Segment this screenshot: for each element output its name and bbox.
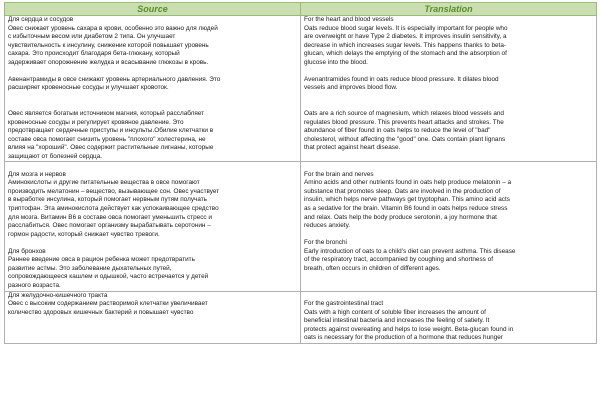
text-line: Для мозга и нервов	[8, 170, 66, 178]
text-line: Oats with a high content of soluble fiber increases the amount of	[304, 308, 486, 316]
text-line: Аминокислоты и другие питательные вещества в овсе помогают	[8, 179, 200, 187]
text-line: кровеносные сосуды и регулирует кровяное давление. Это	[8, 118, 184, 126]
source-cell	[5, 162, 301, 291]
text-line: Oats are a rich source of magnesium, which relaxes blood vessels and	[304, 110, 504, 118]
text-line: расслабиться. Овес помогает организму вырабатывать серотонин –	[8, 222, 211, 230]
text-line: of the respiratory tract, accompanied by coughing and shortness of	[304, 256, 493, 264]
table-row	[5, 162, 597, 291]
text-line: расширяет кровеносные сосуды и улучшает кровоток.	[8, 84, 169, 92]
text-line: glucan, which delays the emptying of the stomach and the absorption of	[304, 50, 507, 58]
text-line: oats is necessary for the production of a hormone that reduces hunger	[304, 334, 503, 342]
text-line: Для желудочно-кишечного тракта	[8, 291, 108, 299]
paragraph	[304, 16, 593, 67]
text-line: Для сердца и сосудов	[8, 16, 74, 23]
table-row	[5, 291, 597, 343]
text-line: For the gastrointestinal tract	[304, 300, 384, 308]
text-line: cholesterol, without affecting the "good" one. Oats contain plant lignans	[304, 135, 506, 143]
header-row	[5, 3, 597, 16]
text-line: развитие астмы. Это заболевание дыхательных путей,	[8, 264, 172, 272]
paragraph	[304, 171, 593, 231]
text-line: For the bronchi	[304, 239, 347, 247]
text-line: For the heart and blood vessels	[304, 16, 394, 23]
text-line: Amino acids and other nutrients found in oats help produce melatonin – a	[304, 179, 512, 187]
paragraph	[304, 76, 593, 93]
text-line: insulin, which helps nerve pathways get tryptophan. This amino acid acts	[304, 196, 510, 204]
text-line: that protect against heart disease.	[304, 144, 401, 152]
text-line: Овес является богатым источником магния, который расслабляет	[8, 110, 205, 118]
text-line: триптофан. Эта аминокислота действует как успокаивающее средство	[8, 205, 219, 213]
text-line: Early introduction of oats to a child’s diet can prevent asthma. This disease	[304, 247, 516, 255]
text-line: Овес с высоким содержанием растворимой клетчатки увеличивает	[8, 300, 208, 308]
text-line: для мозга. Витамин B6 в составе овса помогает уменьшить стресс и	[8, 213, 212, 221]
text-line: влияя на "хороший". Овес содержит растительные лигнаны, которые	[8, 144, 214, 152]
text-line: защищают от болезней сердца.	[8, 152, 103, 160]
translation-table	[4, 2, 597, 344]
paragraph	[8, 16, 297, 67]
paragraph	[304, 300, 593, 343]
paragraph	[8, 292, 297, 318]
text-line: reduces anxiety.	[304, 222, 351, 230]
text-line: For the brain and nerves	[304, 170, 374, 178]
text-line: regulates blood pressure. This prevents heart attacks and strokes. The	[304, 118, 504, 126]
text-line: чувствительность к инсулину, снижение которой повышает уровень	[8, 41, 209, 49]
paragraph	[8, 171, 297, 239]
text-line: с избыточным весом или диабетом 2 типа. Он улучшает	[8, 33, 176, 41]
text-line: beneficial intestinal bacteria and increases the feeling of satiety. It	[304, 317, 490, 325]
text-line: as a sedative for the brain. Vitamin B6 found in oats helps reduce stress	[304, 205, 508, 213]
text-line: substance that promotes sleep. Oats are involved in the production of	[304, 187, 501, 195]
source-cell	[5, 16, 301, 162]
text-line: сопровождающееся кашлем и одышкой, часто встречается у детей	[8, 273, 209, 281]
text-line: гормон радости, который снижает чувство тревоги.	[8, 230, 160, 238]
paragraph	[8, 76, 297, 93]
text-line: decrease in which increases sugar levels. This happens thanks to beta-	[304, 41, 507, 49]
text-line: предотвращает сердечные приступы и инсульты.Обилие клетчатки в	[8, 127, 214, 135]
text-line: количество здоровых кишечных бактерий и повышает чувство	[8, 308, 194, 316]
text-line: breath, often occurs in children of different ages.	[304, 264, 441, 272]
text-line: разного возраста.	[8, 281, 61, 289]
text-line: Для бронхов	[8, 247, 46, 255]
paragraph	[8, 110, 297, 161]
text-line: Авенантрамиды в овсе снижают уровень артериального давления. Это	[8, 75, 221, 83]
text-line: vessels and improves blood flow.	[304, 84, 398, 92]
text-line: сахара. Это происходит благодаря бета-глюкану, который	[8, 50, 180, 58]
source-cell	[5, 291, 301, 343]
text-line: Avenantramides found in oats reduce blood pressure. It dilates blood	[304, 75, 499, 83]
translation-column-header: Translation	[301, 3, 597, 16]
text-line: abundance of fiber found in oats helps to reduce the level of "bad"	[304, 127, 491, 135]
translation-cell	[301, 16, 597, 162]
paragraph	[304, 110, 593, 153]
text-line: Овес снижает уровень сахара в крови, особенно это важно для людей	[8, 24, 218, 32]
text-line: составе овса помогает снизить уровень "плохого" холестерина, не	[8, 135, 206, 143]
text-line: Раннее введение овса в рацион ребенка может предотвратить	[8, 256, 195, 264]
text-line: производить мелатонин – вещество, вызывающее сон. Овес участвует	[8, 187, 220, 195]
text-line: Oats reduce blood sugar levels. It is especially important for people who	[304, 24, 508, 32]
table-row	[5, 16, 597, 162]
text-line: and relax. Oats help the body produce serotonin, a joy hormone that	[304, 213, 497, 221]
translation-cell	[301, 291, 597, 343]
text-line: в выработке инсулина, который помогает нервным путям получать	[8, 196, 208, 204]
text-line: задерживает опорожнение желудка и всасывание глюкозы в кровь.	[8, 58, 209, 66]
source-column-header: Source	[5, 3, 301, 16]
translation-cell	[301, 162, 597, 291]
paragraph	[304, 239, 593, 273]
text-line: are overweight or have Type 2 diabetes. It improves insulin sensitivity, a	[304, 33, 507, 41]
text-line: protects against overeating and helps to lose weight. Beta-glucan found in	[304, 325, 514, 333]
text-line: glucose into the blood.	[304, 58, 368, 66]
paragraph	[8, 248, 297, 291]
